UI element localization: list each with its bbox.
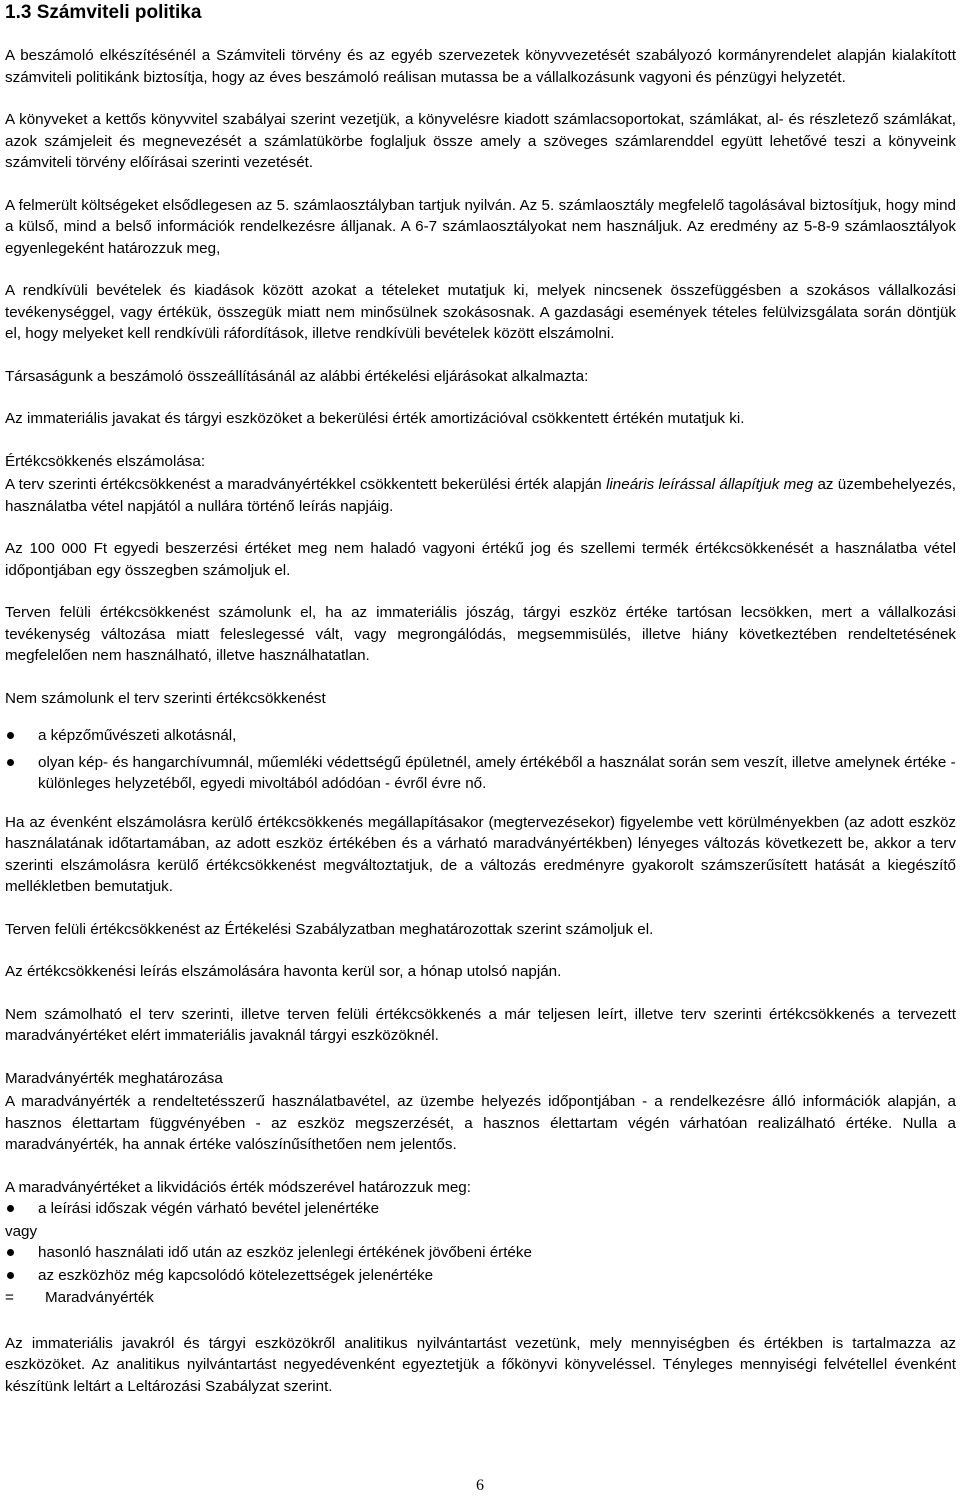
bullet-icon bbox=[7, 759, 14, 766]
paragraph-no-depreciation: Nem számolunk el terv szerinti értékcsökkenést bbox=[5, 689, 326, 707]
paragraph-monthly: Az értékcsökkenési leírás elszámolására havonta kerül sor, a hónap utolsó napján. bbox=[5, 963, 562, 980]
equation-result: Maradványérték bbox=[45, 1289, 154, 1306]
list-item bbox=[5, 1265, 956, 1287]
equals-sign: = bbox=[5, 1289, 14, 1306]
paragraph-unplanned-depreciation: Terven felüli értékcsökkenést számolunk el, ha az immateriális jószág, tárgyi eszköz értéke tartósan lecsökken, mert a vállalkozási tevékenység változása miatt feleslegessé vált, vagy megrongálódás, megsemmisülés, illetve hiány következtében rendeltetésének megfelelően nem használható, illetve használhatatlan. bbox=[5, 604, 956, 664]
list-item bbox=[5, 725, 956, 747]
paragraph-extraordinary: A rendkívüli bevételek és kiadások között azokat a tételeket mutatjuk ki, melyek nincsenek összefüggésben a szokásos vállalkozási tevékenységgel, vagy értékük, összegük miatt nem minősülnek szokásosnak. A gazdasági események tételes felülvizsgálata során döntjük el, hogy melyeket kell rendkívüli ráfordítások, illetve rendkívüli bevételek között elszámolni. bbox=[5, 282, 956, 342]
list-item-text: a leírási időszak végén várható bevétel jelenértéke bbox=[38, 1200, 380, 1217]
list-item-text: az eszközhöz még kapcsolódó kötelezettségek jelenértéke bbox=[38, 1266, 434, 1284]
paragraph-intangibles: Az immateriális javakat és tárgyi eszközöket a bekerülési érték amortizációval csökkentett értékén mutatjuk ki. bbox=[5, 410, 745, 427]
text-or: vagy bbox=[5, 1222, 38, 1240]
bullet-icon bbox=[7, 1205, 14, 1212]
document-page bbox=[5, 0, 956, 1397]
no-depreciation-list bbox=[5, 725, 956, 795]
residual-list-b bbox=[5, 1242, 956, 1286]
paragraph-costs: A felmerült költségeket elsődlegesen az 5. számlaosztályban tartjuk nyilván. Az 5. számlaosztály megfelelő tagolásával biztosítjuk, hogy mind a külső, mind a belső információk rendelkezésre álljanak. A 6-7 számlaosztályokat nem használjuk. Az eredmény az 5-8-9 számlaosztályok egyenlegeként határozzuk meg, bbox=[5, 196, 956, 257]
list-item bbox=[5, 752, 956, 795]
paragraph-small-value: Az 100 000 Ft egyedi beszerzési értéket meg nem haladó vagyoni értékű jog és szellemi termék értékcsökkenését a használatba vétel időpontjában egy összegben számoljuk el. bbox=[5, 540, 956, 579]
bullet-icon bbox=[7, 732, 14, 739]
list-item-text: hasonló használati idő után az eszköz jelenlegi értékének jövőbeni értéke bbox=[38, 1244, 532, 1261]
italic-text: lineáris leírással állapítjuk meg bbox=[606, 476, 814, 493]
bullet-icon bbox=[7, 1249, 14, 1256]
list-item bbox=[5, 1242, 956, 1264]
paragraph-intro: A beszámoló elkészítésénél a Számviteli törvény és az egyéb szervezetek könyvvezetését szabályozó kormányrendelet alapján kialakított számviteli politikánk biztosítja, hogy az éves beszámoló reálisan mutassa be a vállalkozásunk vagyoni és pénzügyi helyzetét. bbox=[5, 47, 956, 86]
text-span: az üzembehelyezés, használatba vétel napjától a nullára történő leírás napjáig. bbox=[5, 476, 956, 515]
paragraph-fully-written-off: Nem számolható el terv szerinti, illetve terven felüli értékcsökkenés a már teljesen leírt, illetve terv szerinti értékcsökkenés a tervezett maradványértéket elért immateriális javaknál tárgyi eszközöknél. bbox=[5, 1005, 956, 1044]
paragraph-valuation-intro: Társaságunk a beszámoló összeállításánál az alábbi értékelési eljárásokat alkalmazta: bbox=[5, 367, 589, 385]
residual-equation bbox=[5, 1287, 956, 1309]
paragraph-bookkeeping: A könyveket a kettős könyvvitel szabályai szerint vezetjük, a könyvelésre kiadott számlacsoportokat, számlákat, al- és részletező számlákat, azok számjeleit és megnevezését a számlatükörbe foglaljuk össze amely a szöveges számlarenddel együtt lehetővé teszi a könyveink számviteli törvény előírásai szerinti vezetését. bbox=[5, 111, 956, 171]
list-item bbox=[5, 1198, 956, 1220]
paragraph-circumstance-change: Ha az évenként elszámolásra kerülő értékcsökkenés megállapításakor (megtervezésekor) figyelembe vett körülményekben (az adott eszköz használatának időtartamában, az adott eszköz értékében és a várható maradványértékben) lényeges változás következett be, akkor a terv szerinti elszámolásra kerülő értékcsökkenést megváltoztatjuk, de a változás eredményre gyakorolt számszerűsített hatását a kiegészítő mellékletben bemutatjuk. bbox=[5, 813, 956, 895]
paragraph-analytics: Az immateriális javakról és tárgyi eszközökről analitikus nyilvántartást vezetünk, mely mennyiségben és értékben is tartalmazza az eszközöket. Az analitikus nyilvántartást negyedévenként egyeztetjük a főkönyvi könyveléssel. Tényleges mennyiségi felvétellel évenként készítünk leltárt a Leltározási Szabályzat szerint. bbox=[5, 1334, 956, 1395]
paragraph-valuation-rules: Terven felüli értékcsökkenést az Értékelési Szabályzatban meghatározottak szerint számoljuk el. bbox=[5, 920, 654, 938]
bullet-icon bbox=[7, 1272, 14, 1279]
list-item-text: olyan kép- és hangarchívumnál, műemléki védettségű épületnél, amely értékéből a használat során sem veszít, illetve amelynek értéke - különleges helyzetéből, egyedi mivoltából adódóan - évről évre nő. bbox=[38, 753, 956, 792]
text-span: A terv szerinti értékcsökkenést a maradványértékkel csökkentett bekerülési érték alapján bbox=[5, 476, 607, 493]
paragraph-planned-depreciation bbox=[5, 474, 956, 517]
paragraph-residual-definition: A maradványérték a rendeltetésszerű használatbavétel, az üzembe helyezés időpontjában - a rendelkezésre álló információk alapján, a hasznos élettartam függvényében - az eszköz megszerzését, a hasznos élettartam végén várhatóan realizálható értéke. Nulla a maradványérték, ha annak értéke valószínűsíthetően nem jelentős. bbox=[5, 1093, 956, 1153]
page-number: 6 bbox=[476, 1477, 484, 1494]
heading-residual-value: Maradványérték meghatározása bbox=[5, 1069, 223, 1087]
section-title: 1.3 Számviteli politika bbox=[5, 2, 202, 23]
paragraph-liquidation-method: A maradványértéket a likvidációs érték módszerével határozzuk meg: bbox=[5, 1178, 471, 1196]
residual-list-a bbox=[5, 1198, 956, 1220]
list-item-text: a képzőművészeti alkotásnál, bbox=[38, 727, 237, 744]
heading-depreciation: Értékcsökkenés elszámolása: bbox=[5, 452, 206, 470]
